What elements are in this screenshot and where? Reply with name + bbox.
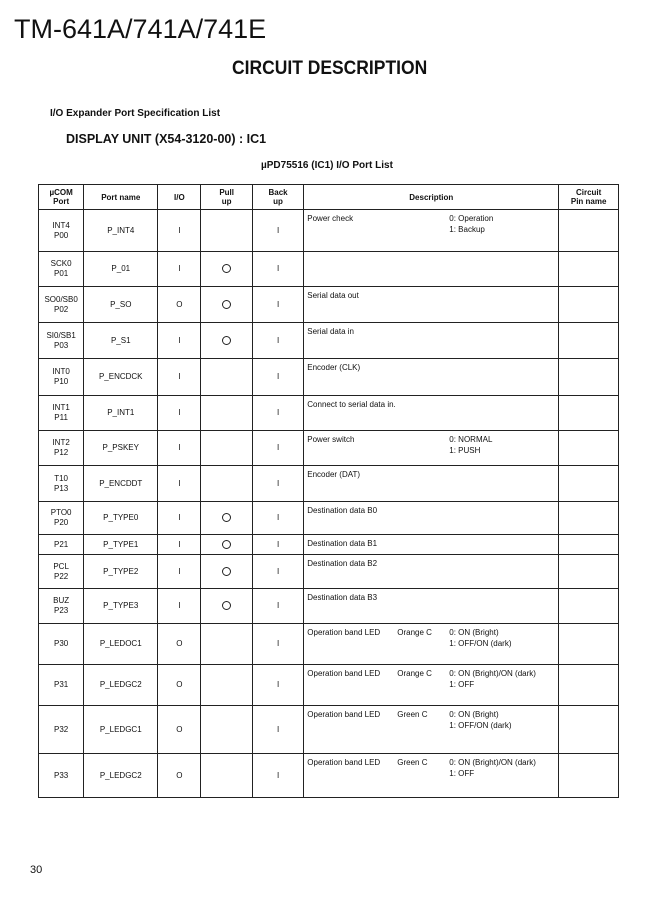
description-state: 0: ON (Bright) bbox=[449, 628, 499, 637]
io-cell: I bbox=[158, 252, 201, 287]
pull-up-cell bbox=[201, 431, 252, 466]
description-cell bbox=[304, 252, 559, 287]
table-row bbox=[39, 323, 619, 359]
description-cell bbox=[304, 359, 559, 396]
io-port-table bbox=[38, 184, 619, 798]
description-line bbox=[307, 669, 555, 680]
description-cell bbox=[304, 287, 559, 323]
back-up-cell: I bbox=[252, 535, 303, 555]
io-cell: I bbox=[158, 589, 201, 624]
description-cell bbox=[304, 665, 559, 706]
description-line bbox=[307, 559, 555, 570]
circuit-pin-cell bbox=[559, 555, 619, 589]
port-name-cell: P_TYPE2 bbox=[84, 555, 158, 589]
back-up-cell: I bbox=[252, 706, 303, 754]
description-text: Destination data B3 bbox=[307, 593, 378, 602]
circuit-pin-cell bbox=[559, 706, 619, 754]
section-title: CIRCUIT DESCRIPTION bbox=[232, 58, 428, 79]
io-cell: O bbox=[158, 287, 201, 323]
pull-up-cell bbox=[201, 252, 252, 287]
io-cell: O bbox=[158, 754, 201, 798]
back-up-cell: I bbox=[252, 359, 303, 396]
description-line bbox=[307, 506, 555, 517]
circuit-pin-cell bbox=[559, 589, 619, 624]
description-text: Operation band LED bbox=[307, 710, 381, 719]
ucom-port-cell bbox=[39, 359, 84, 396]
description-line bbox=[307, 710, 555, 721]
back-up-cell: I bbox=[252, 323, 303, 359]
description-line bbox=[307, 327, 555, 338]
description-color: Green C bbox=[397, 758, 428, 767]
description-color: Green C bbox=[397, 710, 428, 719]
pull-up-cell bbox=[201, 210, 252, 252]
io-cell: I bbox=[158, 359, 201, 396]
port-label: P11 bbox=[54, 413, 68, 422]
description-line bbox=[307, 758, 555, 769]
description-state: 1: PUSH bbox=[449, 446, 481, 455]
table-caption: µPD75516 (IC1) I/O Port List bbox=[261, 160, 393, 171]
description-cell bbox=[304, 466, 559, 502]
circuit-pin-cell bbox=[559, 252, 619, 287]
port-label: P12 bbox=[54, 448, 69, 457]
description-cell bbox=[304, 323, 559, 359]
table-row bbox=[39, 665, 619, 706]
port-name-cell: P_TYPE3 bbox=[84, 589, 158, 624]
col-port-name: Port name bbox=[84, 185, 158, 210]
io-cell: O bbox=[158, 706, 201, 754]
description-cell bbox=[304, 210, 559, 252]
description-color: Orange C bbox=[397, 669, 432, 678]
col-circuit-pin: Circuit Pin name bbox=[559, 185, 619, 210]
pull-up-cell bbox=[201, 754, 252, 798]
port-name-cell: P_S1 bbox=[84, 323, 158, 359]
port-name-cell: P_INT1 bbox=[84, 396, 158, 431]
description-cell bbox=[304, 535, 559, 555]
display-unit-heading: DISPLAY UNIT (X54-3120-00) : IC1 bbox=[66, 132, 267, 146]
pull-up-cell bbox=[201, 589, 252, 624]
port-label: P23 bbox=[54, 606, 69, 615]
ucom-port-cell bbox=[39, 287, 84, 323]
description-text: Encoder (DAT) bbox=[307, 470, 361, 479]
ucom-port-cell bbox=[39, 252, 84, 287]
pull-up-cell bbox=[201, 359, 252, 396]
port-name-cell: P_ENCDDT bbox=[84, 466, 158, 502]
description-cell bbox=[304, 555, 559, 589]
description-cell bbox=[304, 431, 559, 466]
port-label: SO0/SB0 bbox=[44, 294, 78, 304]
table-row bbox=[39, 555, 619, 589]
circuit-pin-cell bbox=[559, 323, 619, 359]
ucom-port-cell bbox=[39, 502, 84, 535]
port-label: P31 bbox=[54, 680, 69, 689]
port-name-cell: P_INT4 bbox=[84, 210, 158, 252]
circuit-pin-cell bbox=[559, 754, 619, 798]
col-ucom-port: µCOM Port bbox=[39, 185, 84, 210]
port-label: BUZ bbox=[53, 596, 70, 605]
description-state: 1: OFF/ON (dark) bbox=[449, 639, 512, 648]
description-state: 1: OFF bbox=[449, 769, 475, 778]
port-name-cell: P_TYPE0 bbox=[84, 502, 158, 535]
model-title: TM-641A/741A/741E bbox=[14, 14, 267, 44]
description-line bbox=[307, 769, 555, 780]
description-line bbox=[307, 470, 555, 481]
description-state: 0: ON (Bright)/ON (dark) bbox=[449, 758, 536, 767]
port-label: P02 bbox=[54, 304, 69, 314]
table-row bbox=[39, 754, 619, 798]
col-io: I/O bbox=[158, 185, 201, 210]
description-line bbox=[307, 291, 555, 302]
description-cell bbox=[304, 502, 559, 535]
back-up-cell: I bbox=[252, 555, 303, 589]
back-up-cell: I bbox=[252, 624, 303, 665]
io-cell: O bbox=[158, 624, 201, 665]
circuit-pin-cell bbox=[559, 466, 619, 502]
description-line bbox=[307, 639, 555, 650]
pull-up-circle-icon bbox=[222, 601, 231, 610]
port-label: P01 bbox=[54, 269, 69, 278]
spec-list-heading: I/O Expander Port Specification List bbox=[50, 108, 221, 119]
port-label: P32 bbox=[54, 724, 69, 734]
ucom-port-cell bbox=[39, 466, 84, 502]
description-text: Serial data out bbox=[307, 291, 359, 300]
back-up-cell: I bbox=[252, 210, 303, 252]
pull-up-circle-icon bbox=[222, 540, 231, 549]
port-label: INT2 bbox=[52, 438, 70, 447]
port-label: P33 bbox=[54, 770, 69, 780]
pull-up-circle-icon bbox=[222, 336, 231, 345]
table-row bbox=[39, 589, 619, 624]
back-up-cell: I bbox=[252, 431, 303, 466]
description-line bbox=[307, 680, 555, 691]
back-up-cell: I bbox=[252, 754, 303, 798]
table-row bbox=[39, 466, 619, 502]
description-state: 0: Operation bbox=[449, 214, 494, 223]
pull-up-circle-icon bbox=[222, 264, 231, 273]
description-line bbox=[307, 400, 555, 411]
port-label: INT0 bbox=[52, 367, 70, 376]
description-state: 0: NORMAL bbox=[449, 435, 493, 444]
description-text: Destination data B2 bbox=[307, 559, 378, 568]
description-line bbox=[307, 446, 555, 457]
circuit-pin-cell bbox=[559, 287, 619, 323]
description-color: Orange C bbox=[397, 628, 432, 637]
description-text: Destination data B0 bbox=[307, 506, 378, 515]
description-line bbox=[307, 225, 555, 236]
circuit-pin-cell bbox=[559, 431, 619, 466]
description-line bbox=[307, 214, 555, 225]
io-cell: I bbox=[158, 466, 201, 502]
description-line bbox=[307, 593, 555, 604]
ucom-port-cell bbox=[39, 589, 84, 624]
description-state: 0: ON (Bright)/ON (dark) bbox=[449, 669, 536, 678]
back-up-cell: I bbox=[252, 589, 303, 624]
col-description: Description bbox=[304, 185, 559, 210]
pull-up-cell bbox=[201, 502, 252, 535]
table-row bbox=[39, 359, 619, 396]
io-cell: I bbox=[158, 323, 201, 359]
ucom-port-cell bbox=[39, 706, 84, 754]
pull-up-cell bbox=[201, 323, 252, 359]
back-up-cell: I bbox=[252, 466, 303, 502]
pull-up-cell bbox=[201, 706, 252, 754]
port-name-cell: P_SO bbox=[84, 287, 158, 323]
description-text: Power switch bbox=[307, 435, 355, 444]
circuit-pin-cell bbox=[559, 535, 619, 555]
description-text: Serial data in bbox=[307, 327, 354, 336]
description-text: Operation band LED bbox=[307, 628, 381, 637]
description-state: 1: Backup bbox=[449, 225, 485, 234]
port-label: SCK0 bbox=[50, 259, 72, 268]
description-line bbox=[307, 363, 555, 374]
description-text: Connect to serial data in. bbox=[307, 400, 396, 409]
pull-up-cell bbox=[201, 555, 252, 589]
description-line bbox=[307, 628, 555, 639]
description-text: Operation band LED bbox=[307, 758, 381, 767]
io-cell: I bbox=[158, 210, 201, 252]
port-name-cell: P_LEDOC1 bbox=[84, 624, 158, 665]
col-pull-up: Pull up bbox=[201, 185, 252, 210]
circuit-pin-cell bbox=[559, 665, 619, 706]
page-number: 30 bbox=[30, 864, 43, 876]
back-up-cell: I bbox=[252, 287, 303, 323]
circuit-pin-cell bbox=[559, 396, 619, 431]
pull-up-cell bbox=[201, 624, 252, 665]
io-cell: I bbox=[158, 396, 201, 431]
back-up-cell: I bbox=[252, 252, 303, 287]
port-label: PTO0 bbox=[50, 508, 72, 517]
description-cell bbox=[304, 624, 559, 665]
port-name-cell: P_01 bbox=[84, 252, 158, 287]
table-row bbox=[39, 210, 619, 252]
port-label: P03 bbox=[54, 340, 69, 350]
description-cell bbox=[304, 754, 559, 798]
description-cell bbox=[304, 706, 559, 754]
table-row bbox=[39, 535, 619, 555]
ucom-port-cell bbox=[39, 431, 84, 466]
description-state: 1: OFF/ON (dark) bbox=[449, 721, 512, 730]
back-up-cell: I bbox=[252, 502, 303, 535]
port-label: P30 bbox=[54, 639, 69, 648]
port-name-cell: P_LEDGC2 bbox=[84, 754, 158, 798]
description-state: 1: OFF bbox=[449, 680, 475, 689]
ucom-port-cell bbox=[39, 754, 84, 798]
port-label: INT4 bbox=[52, 220, 70, 230]
port-name-cell: P_PSKEY bbox=[84, 431, 158, 466]
port-label: P20 bbox=[54, 518, 69, 527]
description-text: Power check bbox=[307, 214, 354, 223]
table-row bbox=[39, 396, 619, 431]
port-label: PCL bbox=[53, 561, 69, 571]
back-up-cell: I bbox=[252, 665, 303, 706]
port-name-cell: P_ENCDCK bbox=[84, 359, 158, 396]
port-label: P10 bbox=[54, 377, 69, 386]
back-up-cell: I bbox=[252, 396, 303, 431]
ucom-port-cell bbox=[39, 210, 84, 252]
col-back-up: Back up bbox=[252, 185, 303, 210]
ucom-port-cell bbox=[39, 396, 84, 431]
io-cell: I bbox=[158, 502, 201, 535]
pull-up-cell bbox=[201, 466, 252, 502]
table-row bbox=[39, 431, 619, 466]
port-name-cell: P_TYPE1 bbox=[84, 535, 158, 555]
ucom-port-cell bbox=[39, 323, 84, 359]
pull-up-circle-icon bbox=[222, 300, 231, 309]
port-label: P21 bbox=[54, 539, 69, 549]
circuit-pin-cell bbox=[559, 210, 619, 252]
port-label: INT1 bbox=[52, 403, 70, 412]
port-name-cell: P_LEDGC2 bbox=[84, 665, 158, 706]
description-cell bbox=[304, 589, 559, 624]
description-text: Operation band LED bbox=[307, 669, 381, 678]
ucom-port-cell bbox=[39, 555, 84, 589]
pull-up-cell bbox=[201, 665, 252, 706]
ucom-port-cell bbox=[39, 535, 84, 555]
pull-up-cell bbox=[201, 287, 252, 323]
circuit-pin-cell bbox=[559, 624, 619, 665]
circuit-pin-cell bbox=[559, 502, 619, 535]
table-row bbox=[39, 502, 619, 535]
table-row bbox=[39, 287, 619, 323]
table-header-row bbox=[39, 185, 619, 210]
port-label: T10 bbox=[54, 473, 69, 483]
io-cell: O bbox=[158, 665, 201, 706]
description-cell bbox=[304, 396, 559, 431]
port-label: P22 bbox=[54, 571, 69, 581]
pull-up-cell bbox=[201, 535, 252, 555]
table-row bbox=[39, 706, 619, 754]
pull-up-circle-icon bbox=[222, 567, 231, 576]
io-cell: I bbox=[158, 431, 201, 466]
port-label: P00 bbox=[54, 230, 69, 240]
description-text: Encoder (CLK) bbox=[307, 363, 361, 372]
ucom-port-cell bbox=[39, 665, 84, 706]
circuit-pin-cell bbox=[559, 359, 619, 396]
port-name-cell: P_LEDGC1 bbox=[84, 706, 158, 754]
io-cell: I bbox=[158, 555, 201, 589]
description-line bbox=[307, 539, 555, 550]
ucom-port-cell bbox=[39, 624, 84, 665]
port-label: SI0/SB1 bbox=[46, 330, 76, 340]
pull-up-cell bbox=[201, 396, 252, 431]
description-line bbox=[307, 435, 555, 446]
port-label: P13 bbox=[54, 483, 69, 493]
io-cell: I bbox=[158, 535, 201, 555]
pull-up-circle-icon bbox=[222, 513, 231, 522]
table-row bbox=[39, 252, 619, 287]
description-line bbox=[307, 721, 555, 732]
description-state: 0: ON (Bright) bbox=[449, 710, 499, 719]
table-row bbox=[39, 624, 619, 665]
description-text: Destination data B1 bbox=[307, 539, 378, 548]
